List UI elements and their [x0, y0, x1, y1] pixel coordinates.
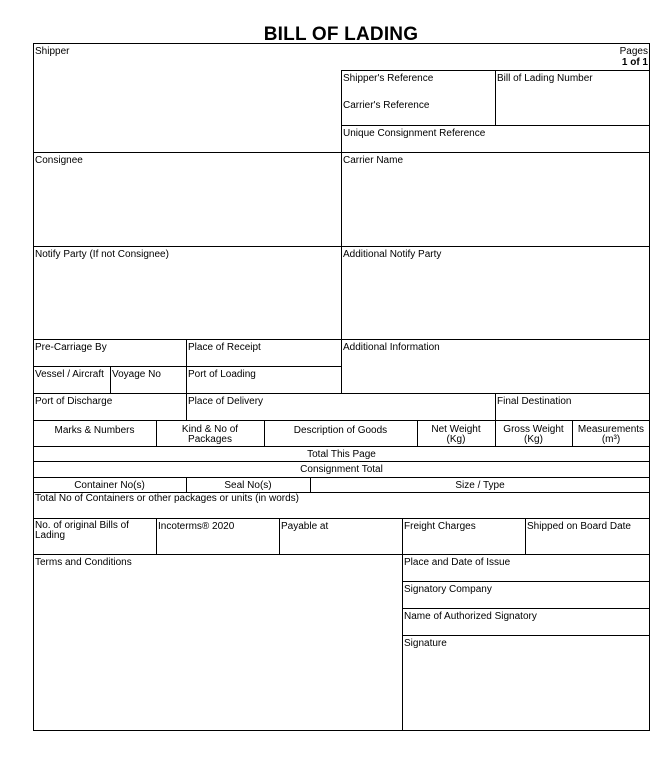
shippers-reference-label: Shipper's Reference	[343, 73, 434, 84]
unique-consignment-reference-field[interactable]	[341, 126, 650, 152]
original-bills-label: No. of original Bills of	[35, 520, 129, 531]
total-packages-label: Total No of Containers or other packages or units (in words)	[35, 493, 300, 504]
pre-carriage-by-field[interactable]	[33, 340, 186, 366]
document-title: BILL OF LADING	[263, 24, 419, 45]
description-of-goods-header: Description of Goods	[293, 425, 388, 436]
pre-carriage-by-label: Pre-Carriage By	[35, 342, 107, 353]
shipper-field[interactable]	[33, 44, 341, 152]
consignee-label: Consignee	[35, 155, 83, 166]
port-of-loading-label: Port of Loading	[188, 369, 256, 380]
bill-of-lading-number-field[interactable]	[495, 71, 650, 125]
voyage-no-label: Voyage No	[112, 369, 161, 380]
divider	[33, 420, 650, 421]
place-of-delivery-label: Place of Delivery	[188, 396, 264, 407]
port-of-discharge-field[interactable]	[33, 394, 186, 420]
consignment-total-row[interactable]	[33, 462, 650, 477]
total-this-page-label: Total This Page	[307, 449, 376, 460]
seal-nos-header: Seal No(s)	[224, 480, 272, 491]
consignment-total-label: Consignment Total	[300, 464, 383, 475]
unique-consignment-reference-label: Unique Consignment Reference	[343, 128, 486, 139]
pages-label: Pages	[619, 46, 648, 57]
vessel-aircraft-field[interactable]	[33, 367, 110, 393]
signatory-company-field[interactable]	[402, 582, 650, 608]
measurements-header: Measurements (m³)	[577, 424, 645, 445]
place-of-delivery-field[interactable]	[186, 394, 495, 420]
additional-notify-party-label: Additional Notify Party	[343, 249, 442, 260]
port-of-loading-field[interactable]	[186, 367, 341, 393]
place-date-issue-label: Place and Date of Issue	[404, 557, 511, 568]
terms-and-conditions-field[interactable]	[33, 555, 402, 731]
size-type-header: Size / Type	[455, 480, 505, 491]
signatory-company-label: Signatory Company	[404, 584, 492, 595]
signature-label: Signature	[404, 638, 447, 649]
authorized-signatory-label: Name of Authorized Signatory	[404, 611, 537, 622]
original-bills-field[interactable]: No. of original Bills of Lading	[33, 519, 156, 554]
kind-no-packages-header: Kind & No of Packages	[181, 424, 239, 445]
pages-value: 1 of 1	[621, 57, 648, 68]
gross-weight-header: Gross Weight (Kg)	[503, 424, 564, 445]
carrier-name-label: Carrier Name	[343, 155, 404, 166]
payable-at-label: Payable at	[281, 521, 329, 532]
terms-and-conditions-label: Terms and Conditions	[35, 557, 132, 568]
marks-numbers-header: Marks & Numbers	[54, 425, 135, 436]
vessel-aircraft-label: Vessel / Aircraft	[35, 369, 104, 380]
additional-notify-party-field[interactable]	[341, 247, 650, 339]
incoterms-label: Incoterms® 2020	[158, 521, 235, 532]
place-date-issue-field[interactable]	[402, 555, 650, 581]
freight-charges-label: Freight Charges	[404, 521, 476, 532]
container-nos-header: Container No(s)	[74, 480, 145, 491]
bill-of-lading-number-label: Bill of Lading Number	[497, 73, 593, 84]
notify-party-field[interactable]	[33, 247, 341, 339]
carriers-reference-label: Carrier's Reference	[343, 100, 430, 111]
notify-party-label: Notify Party (If not Consignee)	[35, 249, 169, 260]
incoterms-field[interactable]	[156, 519, 279, 554]
payable-at-field[interactable]	[279, 519, 402, 554]
shippers-reference-field[interactable]	[341, 71, 495, 98]
signature-field[interactable]	[402, 636, 650, 731]
pages-field	[341, 44, 650, 70]
voyage-no-field[interactable]	[110, 367, 186, 393]
authorized-signatory-field[interactable]	[402, 609, 650, 635]
total-packages-field[interactable]	[33, 492, 650, 518]
final-destination-field[interactable]	[495, 394, 650, 420]
shipped-on-board-date-field[interactable]	[525, 519, 650, 554]
shipper-label: Shipper	[35, 46, 70, 57]
port-of-discharge-label: Port of Discharge	[35, 396, 113, 407]
additional-information-label: Additional Information	[343, 342, 440, 353]
place-of-receipt-label: Place of Receipt	[188, 342, 261, 353]
shipped-on-board-date-label: Shipped on Board Date	[527, 521, 631, 532]
additional-information-field[interactable]	[341, 340, 650, 393]
total-this-page-row[interactable]	[33, 447, 650, 461]
freight-charges-field[interactable]	[402, 519, 525, 554]
carriers-reference-field[interactable]	[341, 98, 495, 125]
consignee-field[interactable]	[33, 153, 341, 246]
carrier-name-field[interactable]	[341, 153, 650, 246]
place-of-receipt-field[interactable]	[186, 340, 341, 366]
final-destination-label: Final Destination	[497, 396, 572, 407]
net-weight-header: Net Weight (Kg)	[431, 424, 481, 445]
